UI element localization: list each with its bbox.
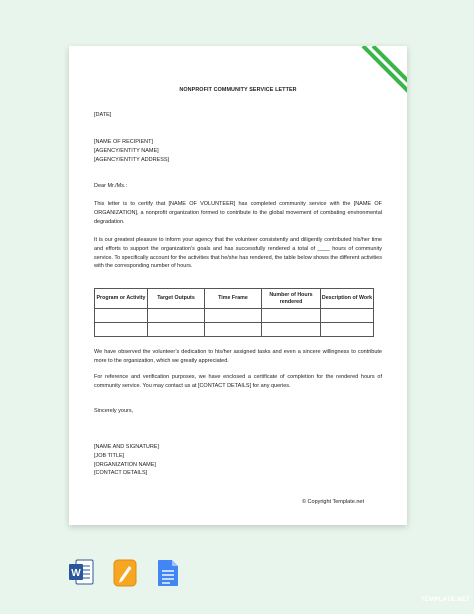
- signature-line: [NAME AND SIGNATURE]: [94, 444, 159, 450]
- table-header: Program or Activity: [95, 289, 148, 309]
- table-header: Target Outputs: [148, 289, 205, 309]
- table-row: [95, 323, 374, 337]
- signature-line: [JOB TITLE]: [94, 452, 125, 459]
- letter-title: NONPROFIT COMMUNITY SERVICE LETTER: [179, 87, 297, 93]
- table-header: Description of Work: [321, 289, 374, 309]
- table-cell: [95, 323, 148, 337]
- table-row: [95, 309, 374, 323]
- copyright-notice: © Copyright Template.net: [301, 499, 364, 505]
- table-cell: [205, 323, 262, 337]
- google-docs-icon[interactable]: [155, 558, 181, 588]
- table-header-row: [95, 289, 374, 309]
- signoff: Sincerely yours,: [94, 408, 134, 414]
- pages-icon[interactable]: [112, 558, 138, 588]
- salutation: Dear Mr./Ms.:: [94, 183, 128, 189]
- table-cell: [205, 309, 262, 323]
- svg-text:W: W: [71, 568, 81, 579]
- recipient-block: [94, 138, 382, 164]
- recipient-line: [AGENCY/ENTITY NAME]: [94, 147, 159, 154]
- body-paragraph-1: This letter is to certify that [NAME OF VOLUNTEER] has completed community service with the [NAME OF ORGANIZATION], a nonprofit organization formed to contribute to the global movement of combating environmental degradation.: [94, 201, 382, 225]
- signature-block: [94, 443, 382, 478]
- table-cell: [148, 323, 205, 337]
- date-line: [DATE]: [94, 112, 112, 118]
- recipient-line: [AGENCY/ENTITY ADDRESS]: [94, 156, 170, 163]
- table-cell: [321, 309, 374, 323]
- activities-table: [94, 288, 374, 337]
- closing-paragraph-2: For reference and verification purposes, we have enclosed a certificate of completion for the rendered hours of community service. You may contact us at [CONTACT DETAILS] for any queries.: [94, 374, 382, 389]
- table-header: Time Frame: [205, 289, 262, 309]
- word-icon[interactable]: [68, 558, 94, 588]
- recipient-line: [NAME OF RECIPIENT]: [94, 139, 153, 145]
- signature-line: [CONTACT DETAILS]: [94, 470, 148, 477]
- template-net-watermark: TEMPLATE.NET: [420, 597, 470, 603]
- body-paragraph-2: It is our greatest pleasure to inform your agency that the volunteer consistently and diligently contributed his/her time and efforts to support the organization’s goals and has successfully rendered a total of ____ hours of community service. To specifically account for the activities that he/she has rendered, the table below shows the different activities with the corresponding number of hours.: [94, 237, 382, 270]
- table-cell: [262, 323, 321, 337]
- table-cell: [95, 309, 148, 323]
- signature-line: [ORGANIZATION NAME]: [94, 461, 156, 468]
- corner-ribbon: [355, 46, 407, 106]
- table-header: Number of Hours rendered: [262, 289, 321, 309]
- closing-paragraph-1: We have observed the volunteer’s dedication to his/her assigned tasks and even a sincere willingness to contribute more to the organization, which we greatly appreciated.: [94, 349, 382, 364]
- table-cell: [148, 309, 205, 323]
- table-cell: [262, 309, 321, 323]
- table-cell: [321, 323, 374, 337]
- letter-page: [69, 46, 407, 525]
